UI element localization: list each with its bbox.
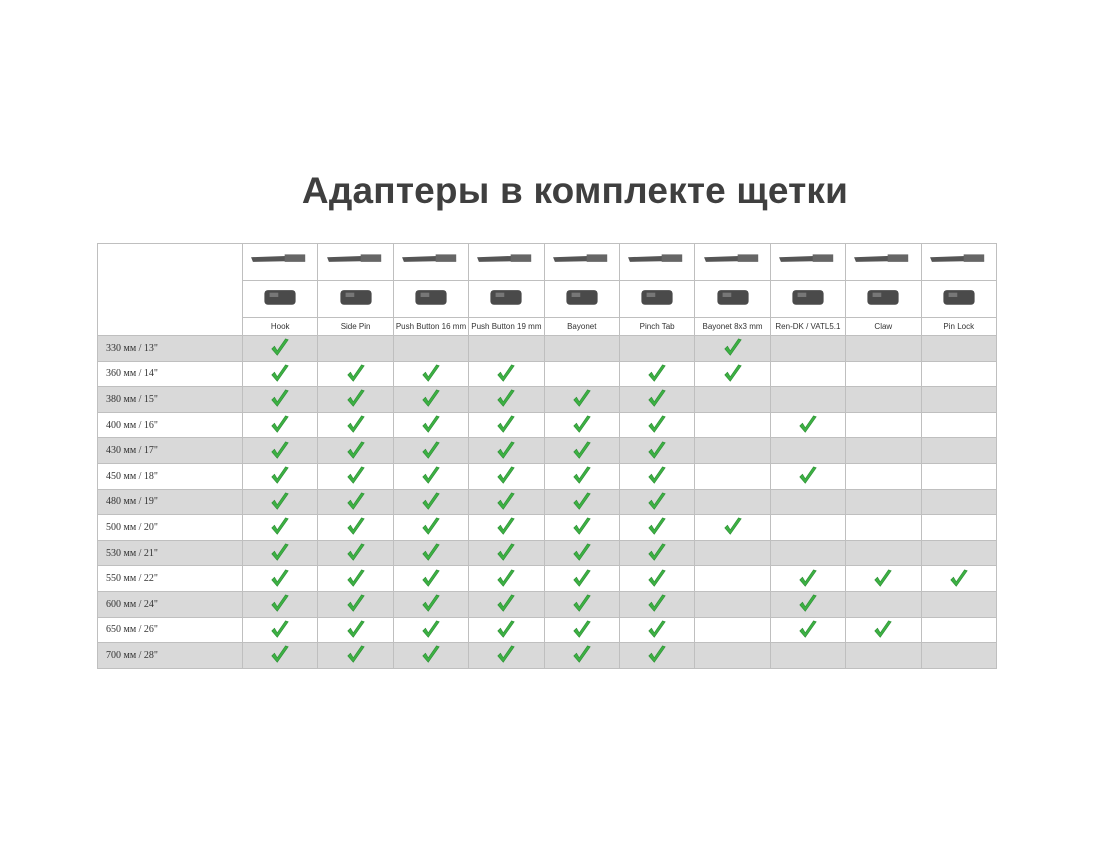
compat-cell (921, 617, 996, 643)
compat-cell (469, 515, 544, 541)
compat-cell (770, 515, 845, 541)
blade-size-label: 550 мм / 22" (98, 566, 243, 592)
check-icon (345, 595, 367, 612)
check-icon (571, 468, 593, 485)
table-row (98, 540, 997, 566)
compat-cell (469, 643, 544, 669)
check-icon (495, 442, 517, 459)
check-icon (420, 570, 442, 587)
check-icon (571, 621, 593, 638)
table-row (98, 438, 997, 464)
check-icon (495, 519, 517, 536)
check-icon (269, 468, 291, 485)
compat-cell (619, 515, 694, 541)
compat-cell (695, 515, 770, 541)
check-icon (420, 442, 442, 459)
blade-size-label: 650 мм / 26" (98, 617, 243, 643)
blade-size-label: 480 мм / 19" (98, 489, 243, 515)
compat-cell (393, 438, 468, 464)
empty-cell (98, 244, 243, 336)
compat-cell (544, 412, 619, 438)
check-icon (797, 621, 819, 638)
compat-cell (619, 643, 694, 669)
compat-cell (695, 489, 770, 515)
compat-cell (846, 489, 921, 515)
compat-cell (243, 361, 318, 387)
check-icon (646, 621, 668, 638)
compat-cell (243, 591, 318, 617)
table-row (98, 336, 997, 362)
compat-cell (846, 617, 921, 643)
check-icon (646, 442, 668, 459)
compat-cell (544, 463, 619, 489)
check-icon (571, 391, 593, 408)
compat-cell (695, 591, 770, 617)
compat-cell (921, 643, 996, 669)
blade-size-label: 360 мм / 14" (98, 361, 243, 387)
adapter-arm-image (469, 244, 544, 281)
check-icon (269, 391, 291, 408)
adapter-label: Bayonet 8x3 mm (695, 318, 770, 336)
compat-cell (846, 387, 921, 413)
compat-cell (318, 540, 393, 566)
check-icon (571, 570, 593, 587)
compat-cell (393, 489, 468, 515)
compat-cell (393, 617, 468, 643)
compat-cell (846, 463, 921, 489)
compat-cell (770, 336, 845, 362)
compat-cell (770, 643, 845, 669)
compat-cell (846, 566, 921, 592)
compat-cell (619, 438, 694, 464)
check-icon (797, 468, 819, 485)
compat-cell (921, 489, 996, 515)
adapter-clip-image (243, 281, 318, 318)
compat-cell (695, 566, 770, 592)
check-icon (495, 544, 517, 561)
compat-cell (695, 540, 770, 566)
adapter-arm-image (243, 244, 318, 281)
compat-cell (393, 540, 468, 566)
compat-cell (318, 617, 393, 643)
compat-cell (243, 412, 318, 438)
compat-cell (469, 566, 544, 592)
compat-cell (544, 540, 619, 566)
compat-cell (695, 643, 770, 669)
check-icon (420, 647, 442, 664)
adapter-arm-image (921, 244, 996, 281)
compat-cell (469, 489, 544, 515)
adapter-label: Side Pin (318, 318, 393, 336)
compat-cell (318, 489, 393, 515)
compat-cell (619, 361, 694, 387)
compat-cell (544, 591, 619, 617)
compat-cell (921, 438, 996, 464)
check-icon (345, 468, 367, 485)
compat-cell (544, 566, 619, 592)
compat-cell (318, 361, 393, 387)
check-icon (797, 416, 819, 433)
check-icon (495, 647, 517, 664)
adapter-clip-image (318, 281, 393, 318)
compat-cell (695, 387, 770, 413)
blade-size-label: 330 мм / 13" (98, 336, 243, 362)
compat-cell (318, 515, 393, 541)
check-icon (571, 595, 593, 612)
table-row (98, 361, 997, 387)
compat-cell (770, 489, 845, 515)
check-icon (420, 595, 442, 612)
check-icon (646, 647, 668, 664)
check-icon (269, 340, 291, 357)
check-icon (571, 544, 593, 561)
check-icon (269, 595, 291, 612)
check-icon (420, 493, 442, 510)
compat-cell (544, 336, 619, 362)
check-icon (420, 468, 442, 485)
check-icon (646, 365, 668, 382)
compat-cell (469, 591, 544, 617)
blade-size-label: 450 мм / 18" (98, 463, 243, 489)
check-icon (722, 519, 744, 536)
compat-cell (469, 412, 544, 438)
compat-cell (770, 540, 845, 566)
check-icon (269, 365, 291, 382)
check-icon (269, 519, 291, 536)
check-icon (495, 621, 517, 638)
compat-cell (393, 463, 468, 489)
adapter-label: Bayonet (544, 318, 619, 336)
check-icon (495, 416, 517, 433)
check-icon (345, 621, 367, 638)
table-row (98, 617, 997, 643)
check-icon (269, 493, 291, 510)
compat-cell (619, 463, 694, 489)
check-icon (797, 570, 819, 587)
compat-cell (619, 566, 694, 592)
compat-cell (243, 463, 318, 489)
compat-cell (770, 591, 845, 617)
compat-cell (544, 643, 619, 669)
compat-cell (469, 336, 544, 362)
check-icon (646, 493, 668, 510)
compat-cell (243, 336, 318, 362)
check-icon (345, 391, 367, 408)
compat-cell (544, 489, 619, 515)
check-icon (420, 544, 442, 561)
compat-cell (846, 361, 921, 387)
check-icon (269, 647, 291, 664)
compat-cell (243, 540, 318, 566)
check-icon (571, 493, 593, 510)
compat-cell (770, 463, 845, 489)
compat-cell (243, 438, 318, 464)
adapter-clip-image (393, 281, 468, 318)
compat-cell (846, 515, 921, 541)
check-icon (345, 365, 367, 382)
compat-cell (770, 617, 845, 643)
compat-cell (469, 361, 544, 387)
compat-cell (921, 540, 996, 566)
compat-cell (243, 489, 318, 515)
check-icon (269, 442, 291, 459)
page-title: Адаптеры в комплекте щетки (301, 170, 849, 211)
check-icon (495, 391, 517, 408)
adapter-arm-image (695, 244, 770, 281)
compat-cell (393, 412, 468, 438)
adapter-arm-image (846, 244, 921, 281)
check-icon (345, 570, 367, 587)
adapter-arm-image (544, 244, 619, 281)
compat-cell (619, 489, 694, 515)
adapter-label: Pin Lock (921, 318, 996, 336)
compat-cell (469, 387, 544, 413)
check-icon (571, 519, 593, 536)
check-icon (571, 647, 593, 664)
check-icon (646, 391, 668, 408)
blade-size-label: 430 мм / 17" (98, 438, 243, 464)
check-icon (345, 493, 367, 510)
compat-cell (921, 412, 996, 438)
check-icon (345, 442, 367, 459)
compat-cell (695, 361, 770, 387)
blade-size-label: 400 мм / 16" (98, 412, 243, 438)
compat-cell (695, 463, 770, 489)
check-icon (495, 595, 517, 612)
compat-cell (393, 361, 468, 387)
check-icon (420, 365, 442, 382)
check-icon (495, 493, 517, 510)
adapter-arm-image (393, 244, 468, 281)
compat-cell (393, 643, 468, 669)
check-icon (345, 647, 367, 664)
compat-cell (619, 617, 694, 643)
adapter-arm-image (318, 244, 393, 281)
compat-cell (243, 387, 318, 413)
compat-cell (846, 438, 921, 464)
check-icon (495, 570, 517, 587)
check-icon (646, 544, 668, 561)
compat-cell (846, 643, 921, 669)
compat-cell (469, 540, 544, 566)
compat-cell (770, 387, 845, 413)
adapter-arm-image (770, 244, 845, 281)
compat-cell (846, 336, 921, 362)
check-icon (269, 621, 291, 638)
compat-cell (921, 566, 996, 592)
compat-cell (469, 463, 544, 489)
compat-cell (695, 438, 770, 464)
adapter-clip-image (619, 281, 694, 318)
adapter-clip-image (846, 281, 921, 318)
compat-cell (393, 515, 468, 541)
adapter-label: Push Button 16 mm (393, 318, 468, 336)
adapter-clip-image (469, 281, 544, 318)
blade-size-label: 380 мм / 15" (98, 387, 243, 413)
compat-cell (318, 412, 393, 438)
check-icon (420, 519, 442, 536)
adapter-clip-image (770, 281, 845, 318)
adapter-label: Ren-DK / VATL5.1 (770, 318, 845, 336)
compat-cell (921, 515, 996, 541)
compat-cell (544, 387, 619, 413)
compat-cell (846, 591, 921, 617)
compat-cell (544, 515, 619, 541)
compat-cell (469, 617, 544, 643)
check-icon (345, 544, 367, 561)
compat-cell (544, 617, 619, 643)
adapter-clip-image (921, 281, 996, 318)
blade-size-label: 500 мм / 20" (98, 515, 243, 541)
compat-cell (544, 361, 619, 387)
table-row (98, 515, 997, 541)
table-row (98, 591, 997, 617)
compat-cell (318, 566, 393, 592)
compat-cell (243, 566, 318, 592)
compat-cell (318, 438, 393, 464)
check-icon (872, 570, 894, 587)
check-icon (420, 391, 442, 408)
check-icon (948, 570, 970, 587)
check-icon (495, 365, 517, 382)
compat-cell (243, 617, 318, 643)
table-row (98, 489, 997, 515)
adapter-clip-image (544, 281, 619, 318)
check-icon (872, 621, 894, 638)
compat-cell (695, 412, 770, 438)
compat-cell (846, 540, 921, 566)
check-icon (646, 570, 668, 587)
compat-cell (318, 387, 393, 413)
compat-cell (921, 463, 996, 489)
compat-cell (619, 540, 694, 566)
check-icon (722, 365, 744, 382)
compat-cell (921, 387, 996, 413)
adapter-label: Push Button 19 mm (469, 318, 544, 336)
compat-cell (770, 566, 845, 592)
table-row (98, 412, 997, 438)
check-icon (269, 570, 291, 587)
check-icon (797, 595, 819, 612)
check-icon (269, 544, 291, 561)
compat-cell (619, 336, 694, 362)
compat-cell (544, 438, 619, 464)
check-icon (646, 416, 668, 433)
adapter-compatibility-table (97, 243, 997, 669)
compat-cell (243, 643, 318, 669)
compat-cell (619, 387, 694, 413)
check-icon (269, 416, 291, 433)
adapter-arm-image (619, 244, 694, 281)
check-icon (345, 519, 367, 536)
table-row (98, 463, 997, 489)
adapter-label: Claw (846, 318, 921, 336)
table-row (98, 643, 997, 669)
check-icon (495, 468, 517, 485)
compat-cell (770, 412, 845, 438)
check-icon (722, 340, 744, 357)
compat-cell (846, 412, 921, 438)
table-row (98, 566, 997, 592)
check-icon (646, 468, 668, 485)
compat-cell (318, 336, 393, 362)
compat-cell (921, 591, 996, 617)
blade-size-label: 700 мм / 28" (98, 643, 243, 669)
adapter-label: Hook (243, 318, 318, 336)
compat-cell (318, 463, 393, 489)
compat-cell (770, 438, 845, 464)
check-icon (420, 621, 442, 638)
check-icon (571, 442, 593, 459)
adapter-label: Pinch Tab (619, 318, 694, 336)
check-icon (646, 595, 668, 612)
check-icon (571, 416, 593, 433)
compat-cell (243, 515, 318, 541)
table-row (98, 387, 997, 413)
compat-cell (393, 336, 468, 362)
compat-cell (770, 361, 845, 387)
compat-cell (318, 643, 393, 669)
blade-size-label: 530 мм / 21" (98, 540, 243, 566)
compat-cell (921, 336, 996, 362)
compat-cell (393, 591, 468, 617)
compat-cell (393, 566, 468, 592)
compat-cell (695, 617, 770, 643)
check-icon (646, 519, 668, 536)
blade-size-label: 600 мм / 24" (98, 591, 243, 617)
check-icon (420, 416, 442, 433)
compat-cell (619, 412, 694, 438)
compat-cell (393, 387, 468, 413)
check-icon (345, 416, 367, 433)
compat-cell (469, 438, 544, 464)
adapter-clip-image (695, 281, 770, 318)
compat-cell (695, 336, 770, 362)
compat-cell (619, 591, 694, 617)
compat-cell (921, 361, 996, 387)
adapter-image-row (98, 244, 997, 281)
compat-cell (318, 591, 393, 617)
